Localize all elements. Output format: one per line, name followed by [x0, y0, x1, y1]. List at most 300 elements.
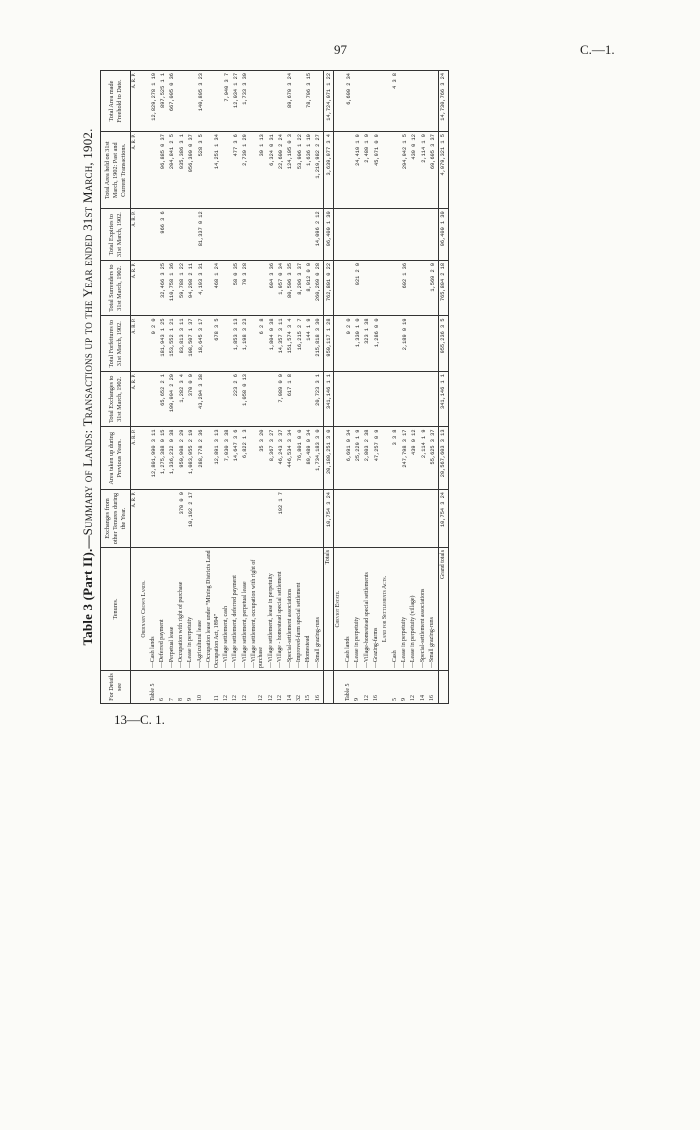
- tenure-label: —Special-settlement associations: [286, 548, 295, 671]
- empty-cell: [140, 372, 149, 427]
- table-row: [295, 71, 304, 704]
- value-cell-c7: 439 0 12: [409, 132, 418, 209]
- detail-ref: 16: [372, 671, 381, 704]
- value-cell-c1: 10,192 2 17: [186, 490, 195, 548]
- col-exchanges-from: Exchanges from other Tenures during the Year.: [101, 490, 131, 548]
- value-cell-c2: 288,778 2 36: [196, 427, 205, 490]
- empty-cell: [140, 427, 149, 490]
- value-cell-c3: [353, 372, 362, 427]
- value-cell-c2: 46,243 3 37: [276, 427, 285, 490]
- value-cell-c6: [177, 209, 186, 261]
- value-cell-c6: 966 3 6: [158, 209, 167, 261]
- totals-value-c7: 3,639,977 3 4: [324, 132, 334, 209]
- value-cell-c4: 215,818 3 30: [314, 316, 324, 372]
- detail-ref: 12: [363, 671, 372, 704]
- value-cell-c4: 1,286 0 0: [372, 316, 381, 372]
- table-row: [205, 71, 222, 704]
- value-cell-c2: 7,030 3 38: [222, 427, 231, 490]
- value-cell-c7: 1,219,982 2 27: [314, 132, 324, 209]
- value-cell-c7: [344, 132, 353, 209]
- value-cell-c5: 694 3 36: [267, 260, 276, 315]
- value-cell-c4: 0 2 0: [344, 316, 353, 372]
- col-area-taken: Area taken up during Previous Years.: [101, 427, 131, 490]
- value-cell-c4: 14,357 3 11: [276, 316, 285, 372]
- value-cell-c8: [205, 71, 222, 132]
- value-cell-c1: [222, 490, 231, 548]
- col-ref: For Details see: [101, 671, 131, 704]
- value-cell-c6: [400, 209, 409, 261]
- tenure-label: —Lease in perpetuity: [400, 548, 409, 671]
- detail-ref: 12: [231, 671, 240, 704]
- value-cell-c7: 294,942 1 5: [400, 132, 409, 209]
- value-cell-c5: [409, 260, 418, 315]
- value-cell-c2: 3 3 8: [391, 427, 400, 490]
- value-cell-c6: [391, 209, 400, 261]
- value-cell-c1: 192 1 7: [276, 490, 285, 548]
- value-cell-c7: 2,114 1 9: [419, 132, 428, 209]
- value-cell-c7: 22,600 2 24: [276, 132, 285, 209]
- empty-cell: [140, 209, 149, 261]
- table-row: [196, 71, 205, 704]
- value-cell-c8: 4 3 8: [391, 71, 400, 132]
- value-cell-c2: 446,534 3 34: [286, 427, 295, 490]
- summary-table: [100, 70, 449, 704]
- value-cell-c2: 247,798 3 17: [400, 427, 409, 490]
- value-cell-c7: 935,386 3 1: [177, 132, 186, 209]
- value-cell-c7: 477 3 6: [231, 132, 240, 209]
- value-cell-c3: [363, 372, 372, 427]
- table-row: [276, 71, 285, 704]
- value-cell-c8: [419, 71, 428, 132]
- table-row: [177, 71, 186, 704]
- value-cell-c3: [372, 372, 381, 427]
- value-cell-c6: [428, 209, 438, 261]
- grand-value-c8: 14,730,766 3 24: [438, 71, 448, 132]
- empty-cell: [334, 490, 344, 548]
- tenure-label: —Village settlement, cash: [222, 548, 231, 671]
- grand-value-c5: 765,894 2 18: [438, 260, 448, 315]
- value-cell-c2: 76,801 0 0: [295, 427, 304, 490]
- value-cell-c5: 4,193 3 31: [196, 260, 205, 315]
- totals-row: [324, 71, 334, 704]
- section-heading: Cheviot Estate.: [334, 548, 344, 671]
- totals-value-c3: 341,146 1 1: [324, 372, 334, 427]
- col-tenures: Tenures.: [101, 548, 131, 671]
- grand-value-c2: 20,567,603 3 13: [438, 427, 448, 490]
- tenure-label: —Village settlement, occupation with right of purchase: [250, 548, 267, 671]
- value-cell-c8: [353, 71, 362, 132]
- value-cell-c5: [149, 260, 158, 315]
- detail-ref: 9: [186, 671, 195, 704]
- detail-ref: 9: [400, 671, 409, 704]
- tenure-label: —Cash: [391, 548, 400, 671]
- value-cell-c2: 12,801,990 3 11: [149, 427, 158, 490]
- value-cell-c1: [295, 490, 304, 548]
- value-cell-c2: 2,114 1 9: [419, 427, 428, 490]
- table-row: [304, 71, 313, 704]
- value-cell-c2: 47,257 0 9: [372, 427, 381, 490]
- value-cell-c8: [428, 71, 438, 132]
- detail-ref: 14: [286, 671, 295, 704]
- value-cell-c7: 528 3 5: [196, 132, 205, 209]
- table-title-prefix: Table 3 (Part II).—: [80, 535, 95, 646]
- value-cell-c4: 83,813 3 11: [177, 316, 186, 372]
- value-cell-c4: [222, 316, 231, 372]
- table-row: [409, 71, 418, 704]
- value-cell-c6: [344, 209, 353, 261]
- value-cell-c6: [363, 209, 372, 261]
- unit-label: A. R. P.: [131, 71, 140, 132]
- empty-cell: [140, 132, 149, 209]
- empty-cell: [381, 316, 390, 372]
- value-cell-c3: 1,058 0 13: [241, 372, 250, 427]
- value-cell-c3: [250, 372, 267, 427]
- detail-ref: 12: [241, 671, 250, 704]
- tenure-label: —Cash lands: [344, 548, 353, 671]
- value-cell-c2: 25,229 1 9: [353, 427, 362, 490]
- value-cell-c3: [267, 372, 276, 427]
- table-row: [428, 71, 438, 704]
- value-cell-c1: [250, 490, 267, 548]
- tenure-label: —Lease in perpetuity: [353, 548, 362, 671]
- value-cell-c6: [222, 209, 231, 261]
- value-cell-c3: 43,204 3 38: [196, 372, 205, 427]
- value-cell-c8: 667,095 0 36: [168, 71, 177, 132]
- value-cell-c4: 151,574 3 4: [286, 316, 295, 372]
- value-cell-c8: 12,829,278 1 19: [149, 71, 158, 132]
- detail-ref: 16: [314, 671, 324, 704]
- tenure-label: —Small grazing-runs: [314, 548, 324, 671]
- value-cell-c1: [391, 490, 400, 548]
- value-cell-c3: [205, 372, 222, 427]
- value-cell-c5: [372, 260, 381, 315]
- col-total-freehold: Total Area made Freehold to Date.: [101, 71, 131, 132]
- detail-ref: 7: [168, 671, 177, 704]
- table-title-rest: Summary of Lands: Transactions up to the Year ended 31st March, 1902.: [80, 128, 95, 536]
- empty-cell: [438, 671, 448, 704]
- table-row: [353, 71, 362, 704]
- table-row: [314, 71, 324, 704]
- value-cell-c4: 144 1 9: [304, 316, 313, 372]
- unit-label: A. R. P.: [131, 316, 140, 372]
- empty-cell: [334, 372, 344, 427]
- table-row: [286, 71, 295, 704]
- detail-ref: Table 5: [149, 671, 158, 704]
- value-cell-c5: [363, 260, 372, 315]
- value-cell-c4: 2,189 0 19: [400, 316, 409, 372]
- value-cell-c7: 1,636 1 10: [304, 132, 313, 209]
- empty-cell: [381, 260, 390, 315]
- value-cell-c5: 32,466 3 25: [158, 260, 167, 315]
- value-cell-c1: [314, 490, 324, 548]
- section-heading-row: [140, 71, 149, 704]
- value-cell-c3: [419, 372, 428, 427]
- value-cell-c8: [177, 71, 186, 132]
- value-cell-c7: 6,324 0 31: [267, 132, 276, 209]
- empty-cell: [334, 132, 344, 209]
- value-cell-c6: [168, 209, 177, 261]
- value-cell-c7: 124,105 0 3: [286, 132, 295, 209]
- totals-value-c4: 950,117 1 28: [324, 316, 334, 372]
- value-cell-c7: 2,480 1 0: [363, 132, 372, 209]
- table-row: [344, 71, 353, 704]
- tenure-label: —Village - homestead special settlement: [276, 548, 285, 671]
- totals-value-c5: 762,801 0 22: [324, 260, 334, 315]
- value-cell-c5: 8,912 0 0: [304, 260, 313, 315]
- value-cell-c3: [400, 372, 409, 427]
- value-cell-c1: [168, 490, 177, 548]
- grand-label: Grand totals: [438, 548, 448, 671]
- value-cell-c5: [344, 260, 353, 315]
- table-row: [391, 71, 400, 704]
- table-row: [419, 71, 428, 704]
- value-cell-c1: 370 0 0: [177, 490, 186, 548]
- detail-ref: 32: [295, 671, 304, 704]
- value-cell-c8: [372, 71, 381, 132]
- tenure-label: —Homestead: [304, 548, 313, 671]
- detail-ref: 12: [267, 671, 276, 704]
- value-cell-c8: [186, 71, 195, 132]
- table-row: [149, 71, 158, 704]
- value-cell-c5: [391, 260, 400, 315]
- value-cell-c7: 69,695 3 37: [428, 132, 438, 209]
- table-row: [250, 71, 267, 704]
- value-cell-c8: 140,895 3 23: [196, 71, 205, 132]
- unit-label: A. R. P.: [131, 260, 140, 315]
- value-cell-c4: 6 2 8: [250, 316, 267, 372]
- paper-code: C.—1.: [580, 42, 615, 57]
- section-heading-row: [381, 71, 390, 704]
- value-cell-c7: [149, 132, 158, 209]
- value-cell-c3: 617 1 8: [286, 372, 295, 427]
- section-heading: Ordinary Crown Lands.: [140, 548, 149, 671]
- value-cell-c2: 6,691 0 34: [344, 427, 353, 490]
- grand-value-c4: 955,236 3 5: [438, 316, 448, 372]
- grand-row: [438, 71, 448, 704]
- value-cell-c2: 1,734,183 3 0: [314, 427, 324, 490]
- value-cell-c5: 58 0 35: [231, 260, 240, 315]
- table-row: [363, 71, 372, 704]
- value-cell-c4: [419, 316, 428, 372]
- value-cell-c1: [400, 490, 409, 548]
- grand-value-c6: 96,400 1 30: [438, 209, 448, 261]
- empty-cell: [334, 316, 344, 372]
- tenure-label: —Cash lands: [149, 548, 158, 671]
- value-cell-c5: 260,269 0 28: [314, 260, 324, 315]
- detail-ref: 12: [222, 671, 231, 704]
- value-cell-c2: 6,822 1 3: [241, 427, 250, 490]
- value-cell-c7: [391, 132, 400, 209]
- value-cell-c5: 8,296 3 37: [295, 260, 304, 315]
- detail-ref: 5: [391, 671, 400, 704]
- value-cell-c5: 921 2 0: [353, 260, 362, 315]
- empty-cell: [334, 71, 344, 132]
- value-cell-c6: [231, 209, 240, 261]
- value-cell-c3: [409, 372, 418, 427]
- col-total-held: Total Area held on 31st March, 1902: Past and Current Transactions.: [101, 132, 131, 209]
- detail-ref: 12: [250, 671, 267, 704]
- grand-value-c1: 10,754 3 24: [438, 490, 448, 548]
- value-cell-c7: 96,885 0 37: [158, 132, 167, 209]
- value-cell-c6: 81,337 0 12: [196, 209, 205, 261]
- table-row: [222, 71, 231, 704]
- units-row: [131, 71, 140, 704]
- value-cell-c2: 14,647 3 6: [231, 427, 240, 490]
- value-cell-c5: 94,298 2 11: [186, 260, 195, 315]
- value-cell-c4: 1,804 0 38: [267, 316, 276, 372]
- detail-ref: 10: [196, 671, 205, 704]
- detail-ref: 8: [177, 671, 186, 704]
- value-cell-c7: 53,906 1 22: [295, 132, 304, 209]
- value-cell-c2: 12,891 3 13: [205, 427, 222, 490]
- empty-cell: [381, 372, 390, 427]
- value-cell-c6: [286, 209, 295, 261]
- grand-value-c3: 341,146 1 1: [438, 372, 448, 427]
- value-cell-c2: 35 3 20: [250, 427, 267, 490]
- section-heading: Land for Settlements Acts.: [381, 548, 390, 671]
- value-cell-c4: 16,215 2 7: [295, 316, 304, 372]
- tenure-label: —Village settlement, perpetual lease: [241, 548, 250, 671]
- value-cell-c2: 8,367 3 27: [267, 427, 276, 490]
- value-cell-c4: 18,645 3 17: [196, 316, 205, 372]
- value-cell-c5: 70 3 28: [241, 260, 250, 315]
- value-cell-c3: 199,994 2 20: [168, 372, 177, 427]
- value-cell-c8: [400, 71, 409, 132]
- empty-cell: [334, 209, 344, 261]
- empty-cell: [381, 490, 390, 548]
- value-cell-c7: 956,390 0 37: [186, 132, 195, 209]
- value-cell-c2: 439 0 12: [409, 427, 418, 490]
- unit-label: A. R. P.: [131, 427, 140, 490]
- value-cell-c8: [295, 71, 304, 132]
- value-cell-c6: 14,096 2 12: [314, 209, 324, 261]
- value-cell-c6: [267, 209, 276, 261]
- tenure-label: —Occupation with right of purchase: [177, 548, 186, 671]
- value-cell-c4: [391, 316, 400, 372]
- value-cell-c8: [250, 71, 267, 132]
- value-cell-c1: [363, 490, 372, 548]
- empty-cell: [140, 260, 149, 315]
- value-cell-c3: 7,989 0 0: [276, 372, 285, 427]
- value-cell-c6: [186, 209, 195, 261]
- value-cell-c3: [391, 372, 400, 427]
- detail-ref: 11: [205, 671, 222, 704]
- empty-cell: [381, 427, 390, 490]
- tenure-label: —Grazing-farms: [372, 548, 381, 671]
- section-spacer: [381, 671, 390, 704]
- value-cell-c5: [419, 260, 428, 315]
- totals-value-c6: 96,400 1 30: [324, 209, 334, 261]
- value-cell-c3: 370 0 0: [186, 372, 195, 427]
- value-cell-c7: 2,730 1 29: [241, 132, 250, 209]
- value-cell-c1: [428, 490, 438, 548]
- value-cell-c5: 1,569 2 0: [428, 260, 438, 315]
- value-cell-c8: [314, 71, 324, 132]
- value-cell-c4: 0 2 0: [149, 316, 158, 372]
- table-row: [158, 71, 167, 704]
- value-cell-c5: 468 1 24: [205, 260, 222, 315]
- value-cell-c8: 6,690 2 34: [344, 71, 353, 132]
- value-cell-c3: [222, 372, 231, 427]
- section-heading-row: [334, 71, 344, 704]
- value-cell-c1: [205, 490, 222, 548]
- table-row: [241, 71, 250, 704]
- page-footer: 13—C. 1.: [114, 712, 165, 727]
- value-cell-c3: [304, 372, 313, 427]
- section-spacer: [140, 671, 149, 704]
- empty-cell: [140, 490, 149, 548]
- value-cell-c1: [196, 490, 205, 548]
- tenure-label: —Occupation lease under “Mining Districts Land Occupation Act, 1894”: [205, 548, 222, 671]
- totals-value-c1: 10,754 3 24: [324, 490, 334, 548]
- value-cell-c1: [158, 490, 167, 548]
- value-cell-c4: [409, 316, 418, 372]
- col-total-expiries: Total Expiries to 31st March, 1902.: [101, 209, 131, 261]
- value-cell-c6: [205, 209, 222, 261]
- col-total-surrenders: Total Surrenders to 31st March, 1902.: [101, 260, 131, 315]
- tenure-label: —Village settlement, deferred payment: [231, 548, 240, 671]
- col-total-exchanges: Total Exchanges to 31st March, 1902.: [101, 372, 131, 427]
- value-cell-c8: 12,034 1 27: [231, 71, 240, 132]
- value-cell-c4: 108,507 1 37: [186, 316, 195, 372]
- value-cell-c8: [409, 71, 418, 132]
- table-row: [168, 71, 177, 704]
- value-cell-c5: [250, 260, 267, 315]
- value-cell-c1: [149, 490, 158, 548]
- value-cell-c1: [231, 490, 240, 548]
- value-cell-c8: 89,670 3 24: [286, 71, 295, 132]
- tenure-label: —Village-homestead special settlements: [363, 548, 372, 671]
- rotated-table-block: [80, 70, 668, 704]
- totals-label: Totals: [324, 548, 334, 671]
- value-cell-c3: [295, 372, 304, 427]
- detail-ref: 6: [158, 671, 167, 704]
- value-cell-c1: [409, 490, 418, 548]
- empty-cell: [381, 71, 390, 132]
- tenure-label: —Small grazing-runs: [428, 548, 438, 671]
- value-cell-c3: [149, 372, 158, 427]
- value-cell-c4: 181,943 1 25: [158, 316, 167, 372]
- value-cell-c6: [419, 209, 428, 261]
- value-cell-c8: 7,040 3 7: [222, 71, 231, 132]
- value-cell-c4: 678 3 5: [205, 316, 222, 372]
- detail-ref: 14: [419, 671, 428, 704]
- value-cell-c2: 950,908 2 29: [177, 427, 186, 490]
- value-cell-c2: 89,489 0 34: [304, 427, 313, 490]
- value-cell-c6: [241, 209, 250, 261]
- empty-cell: [334, 427, 344, 490]
- value-cell-c5: [222, 260, 231, 315]
- totals-value-c2: 20,180,251 3 0: [324, 427, 334, 490]
- value-cell-c1: [372, 490, 381, 548]
- unit-label: A. R. P.: [131, 209, 140, 261]
- value-cell-c8: [363, 71, 372, 132]
- value-cell-c2: 2,803 2 38: [363, 427, 372, 490]
- value-cell-c5: 80,506 3 35: [286, 260, 295, 315]
- detail-ref: Table 5: [344, 671, 353, 704]
- value-cell-c5: 1,957 0 34: [276, 260, 285, 315]
- value-cell-c1: [241, 490, 250, 548]
- empty-cell: [381, 209, 390, 261]
- value-cell-c6: [276, 209, 285, 261]
- empty-cell: [381, 132, 390, 209]
- tenure-label: —Lease in perpetuity: [186, 548, 195, 671]
- value-cell-c4: 1,330 1 0: [353, 316, 362, 372]
- value-cell-c8: 1,733 3 30: [241, 71, 250, 132]
- value-cell-c4: [428, 316, 438, 372]
- value-cell-c7: 30 1 13: [250, 132, 267, 209]
- value-cell-c4: 1,853 3 13: [231, 316, 240, 372]
